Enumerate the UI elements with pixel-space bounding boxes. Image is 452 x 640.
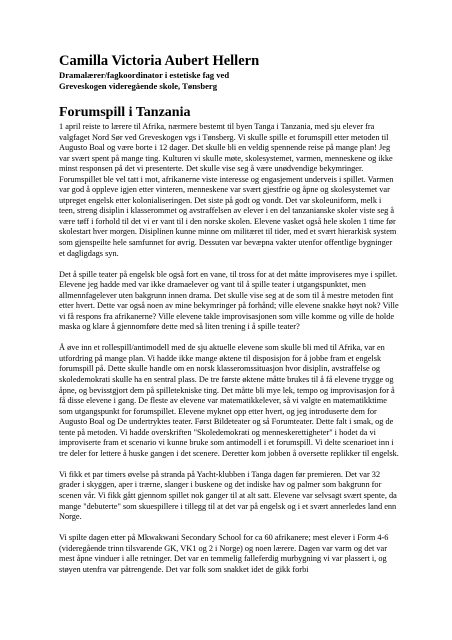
paragraph: 1 april reiste to lærere til Afrika, nærmere bestemt til byen Tanga i Tanzania, med sju elever fra valgfaget Nord Sør ved Greveskogen vgs i Tønsberg. Vi skulle spille et forumspill etter metoden til Augusto Boal og være borte i 12 dager. Det skulle bli en veldig spennende reise på mange plan! Jeg var svært spent på mange ting. Kulturen vi skulle møte, skolesystemet, varmen, menneskene og ikke minst responsen på det vi presenterte. Det skulle vise seg å være unødvendige bekymringer. Forumspillet ble vel tatt i mot, afrikanerne viste interesse og engasjement underveis i spillet. Varmen var god å oppleve igjen etter vinteren, menneskene var svært gjestfrie og åpne og skolesystemet var utpreget engelsk etter kolonialiseringen. Det siste på godt og vondt. Det var skoleuniform, melk i teen, streng disiplin i klasserommet og avstraffelsen av elever i en del tanzanianske skoler viste seg å være tøff i forhold til det vi er vant til i den norske skolen. Elevene vasket også hele skolen 1 time før skolestart hver morgen. Disiplinen kunne minne om militæret til tider, med et svært hierarkisk system som gjenspeilte hele samfunnet for øvrig. Dessuten var bevæpna vakter utenfor offentlige bygninger et dagligdags syn. [59,122,397,258]
author-name: Camilla Victoria Aubert Hellern [59,53,260,69]
document-body [59,53,399,586]
paragraph: Det å spille teater på engelsk ble også fort en vane, til tross for at det måtte improviseres mye i spillet. Elevene jeg hadde med var ikke dramaelever og vant til å spille teater i utgangspunktet, men allmennfagelever uten bakgrunn innen drama. Det skulle vise seg at de som til å mestre metoden fint etter hvert. Dette var også noen av mine bekymringer på forhånd; ville elevene snakke høyt nok? Ville vi få respons fra afrikanerne? Ville elevene takle improvisasjonen som ville komme og ville de holde maska og klare å gjennomføre dette med så liten trening i å spille teater? [59,269,399,332]
affiliation-line: Greveskogen videregående skole, Tønsberg [59,80,218,91]
paragraph: Vi spilte dagen etter på Mkwakwani Secondary School for ca 60 afrikanere; mest elever i Form 4-6 (videregående trinn tilsvarende GK, VK1 og 2 i Norge) og noen lærere. Dagen var varm og det var mest åpne vinduer i alle retninger. Det var en temmelig falleferdig murbygning vi var plassert i, og støyen utenfra var påtrengende. Det var folk som snakket idet de gikk forbi [59,533,389,574]
section-title: Forumspill i Tanzania [59,105,191,120]
affiliation-line: Dramalærer/fagkoordinator i estetiske fag ved [59,70,230,80]
paragraph: Vi fikk et par timers øvelse på stranda på Yacht-klubben i Tanga dagen før premieren. Det var 32 grader i skyggen, aper i trærne, slanger i buskene og det indiske hav og palmer som bakgrunn for scenen vår. Vi fikk gått gjennom spillet nok ganger til at alt satt. Elevene var selvsagt svært spente, da mange "debuterte" som skuespillere i tillegg til at det var på engelsk og i et svært annerledes land enn Norge. [59,469,397,522]
paragraph: Å øve inn et rollespill/antimodell med de sju aktuelle elevene som skulle bli med til Afrika, var en utfordring på mange plan. Vi hadde ikke mange øktene til disposisjon for å jobbe fram et engelsk forumspill på. Dette skulle handle om en norsk klasseromssituasjon hvor disiplin, avstraffelse og skoledemokrati skulle ha en sentral plass. De tre første øktene måtte brukes til å få elevene trygge og åpne, og bevisstgjort dem på spilletekniske ting. Det måtte bli mye lek, tempo og improvisasjon for å få disse elevene i gang. De fleste av elevene var matematikkelever, så vi valgte en matematikktime som utgangspunkt for forumspillet. Elevene myknet opp etter hvert, og jeg introduserte dem for Augusto Boal og De undertryktes teater. Først Bildeteater og så Forumteater. Dette falt i smak, og de tente på metoden. Vi hadde overskriften "Skoledemokrati og menneskerettigheter" i hodet da vi improviserte fram et scenario vi kunne bruke som antimodell i et forumspill. Vi delte scenarioet inn i tre deler for lettere å huske gangen i det scenere. Deretter kom jobben å oversette replikker til engelsk. [59,343,399,458]
